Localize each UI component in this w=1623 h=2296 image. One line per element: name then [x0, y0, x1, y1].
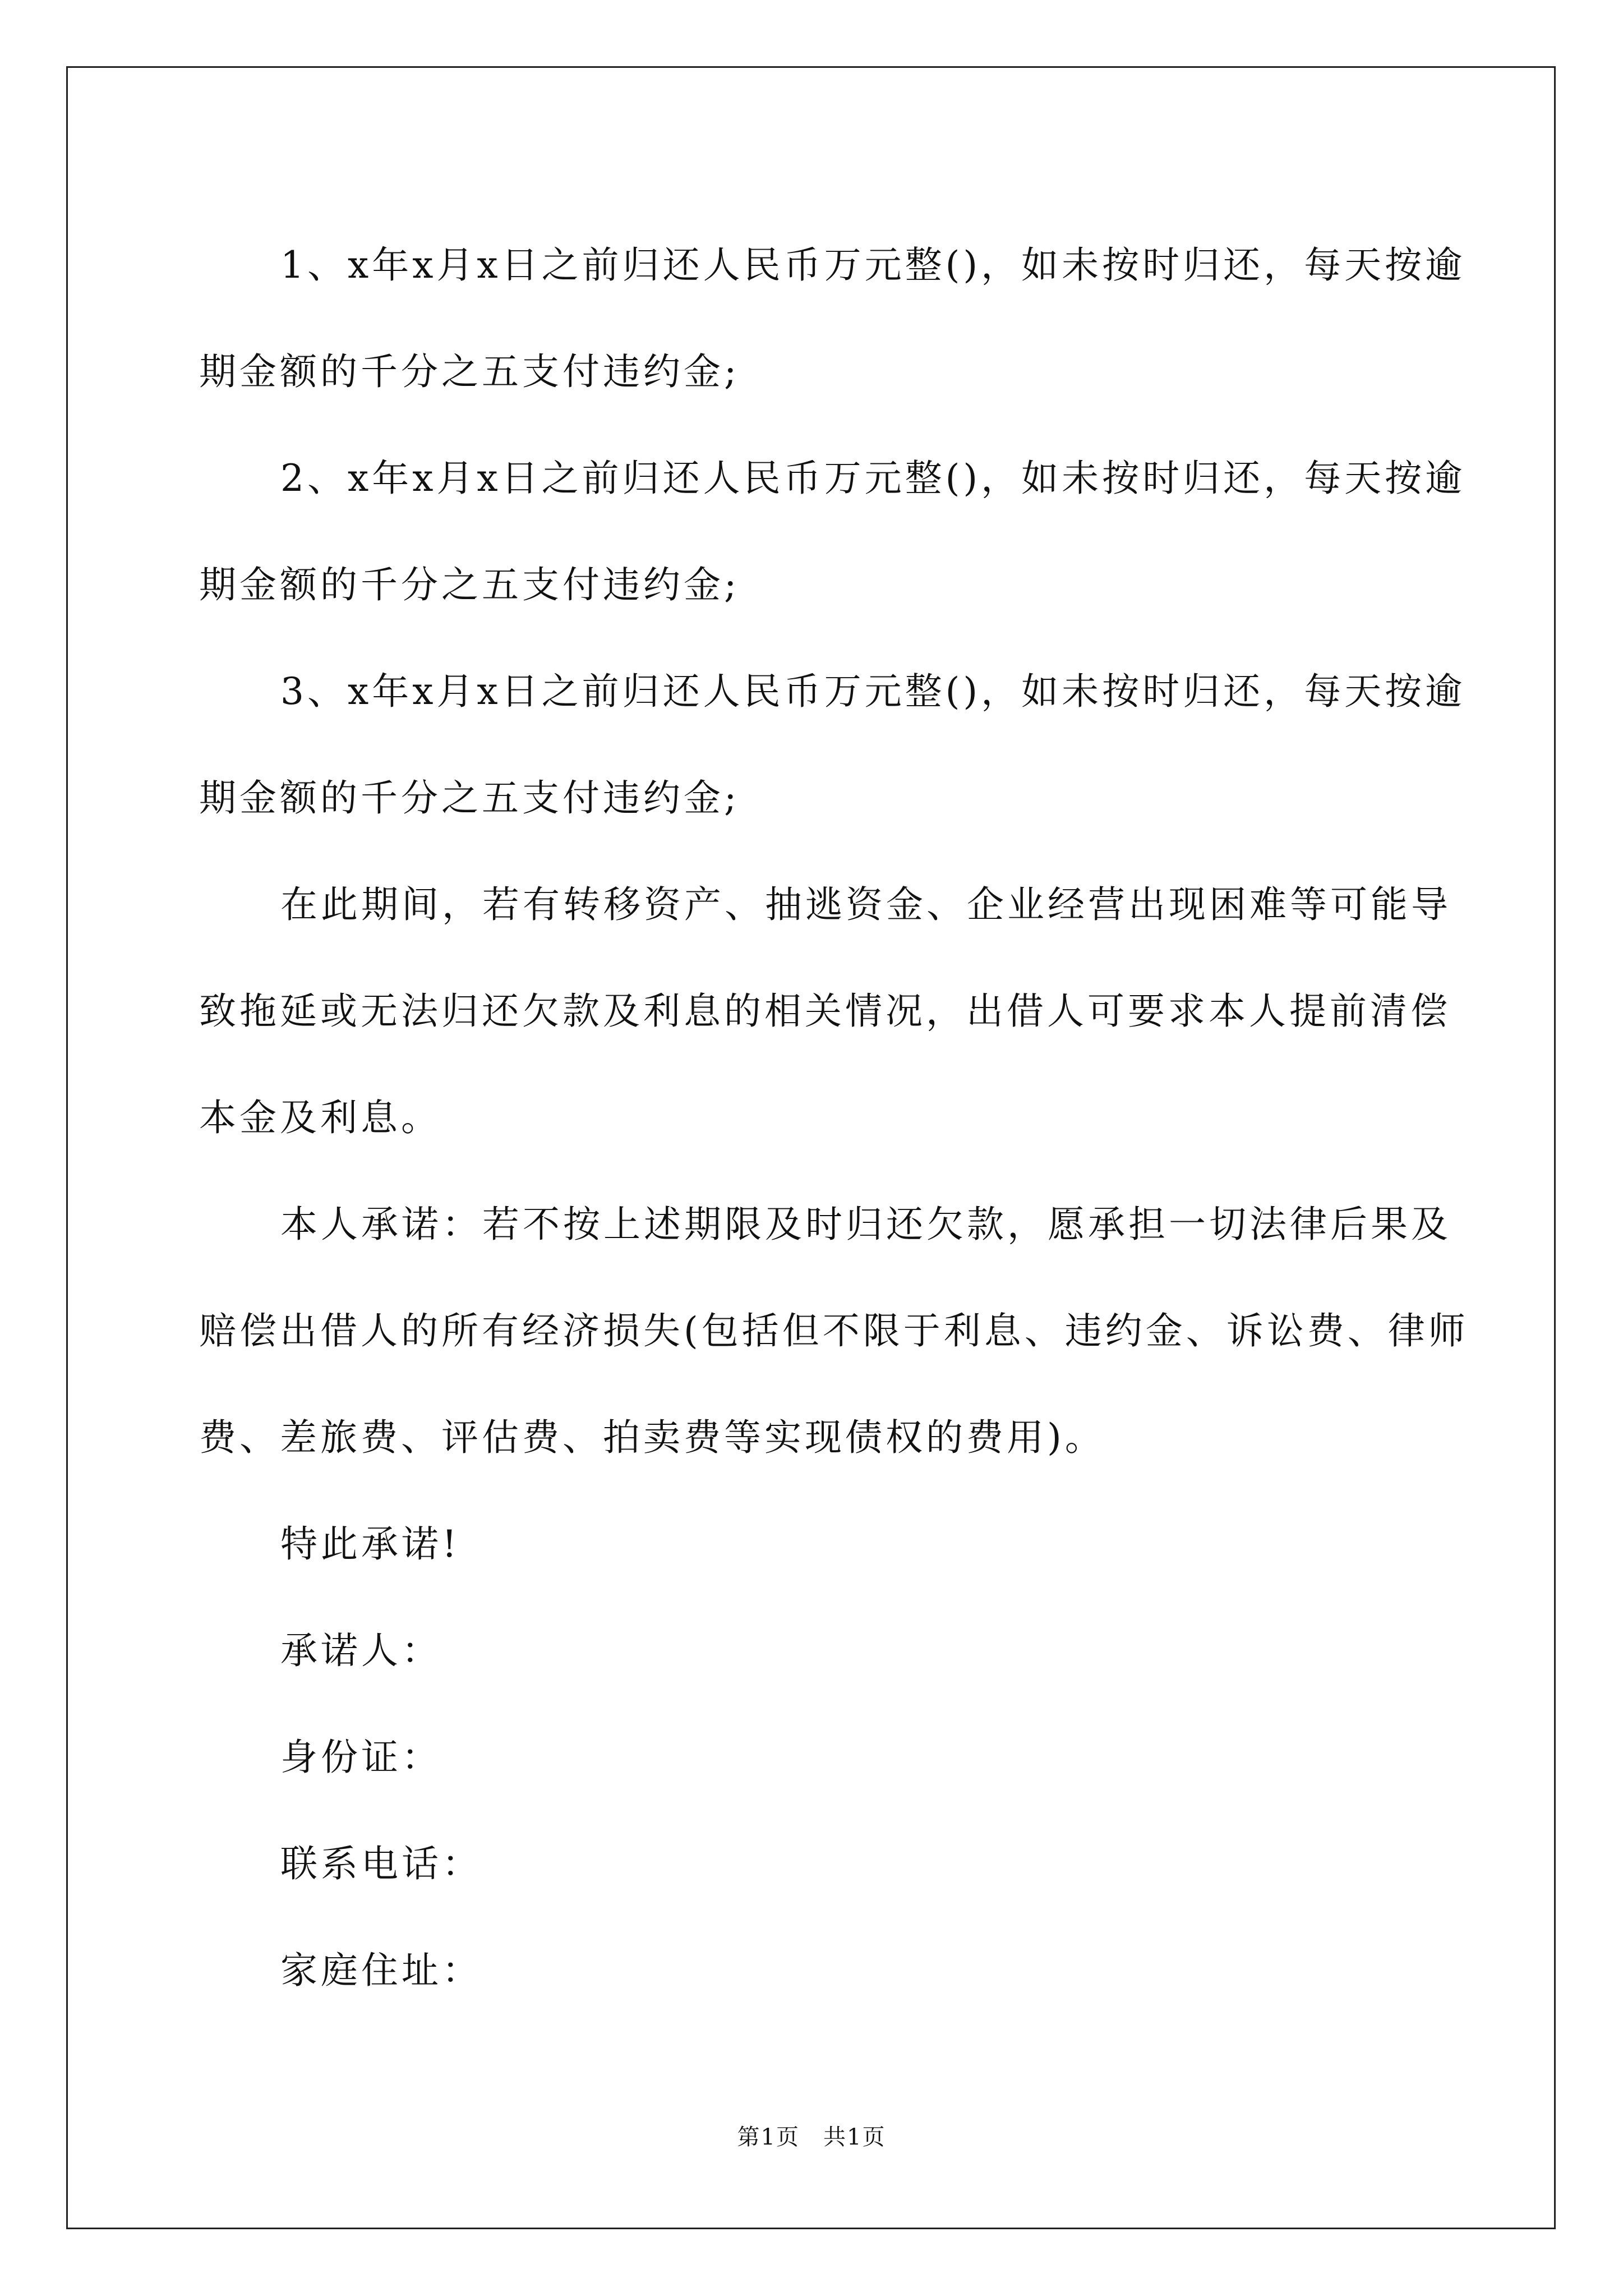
closing-statement: 特此承诺! [280, 1522, 460, 1566]
early-repayment-clause: 在此期间，若有转移资产、抽逃资金、企业经营出现困难等可能导致拖延或无法归还欠款及利息的相关情况，出借人可要求本人提前清偿本金及利息。 [199, 883, 1451, 1139]
id-card-field: 身份证： [280, 1736, 442, 1779]
phone-field: 联系电话： [280, 1842, 482, 1885]
promisor-field: 承诺人： [280, 1629, 442, 1672]
address-field: 家庭住址： [280, 1949, 482, 1992]
clause-1: 1、x年x月x日之前归还人民币万元整()，如未按时归还，每天按逾期金额的千分之五支付违约金; [199, 243, 1466, 393]
document-body [199, 212, 1472, 2024]
clause-3: 3、x年x月x日之前归还人民币万元整()，如未按时归还，每天按逾期金额的千分之五支付违约金; [199, 670, 1466, 820]
page-number-footer: 第1页 共1页 [737, 2124, 886, 2150]
commitment-clause: 本人承诺：若不按上述期限及时归还欠款，愿承担一切法律后果及赔偿出借人的所有经济损失(包括但不限于利息、违约金、诉讼费、律师费、差旅费、评估费、拍卖费等实现债权的费用)。 [199, 1203, 1469, 1459]
clause-2: 2、x年x月x日之前归还人民币万元整()，如未按时归还，每天按逾期金额的千分之五支付违约金; [199, 457, 1466, 606]
